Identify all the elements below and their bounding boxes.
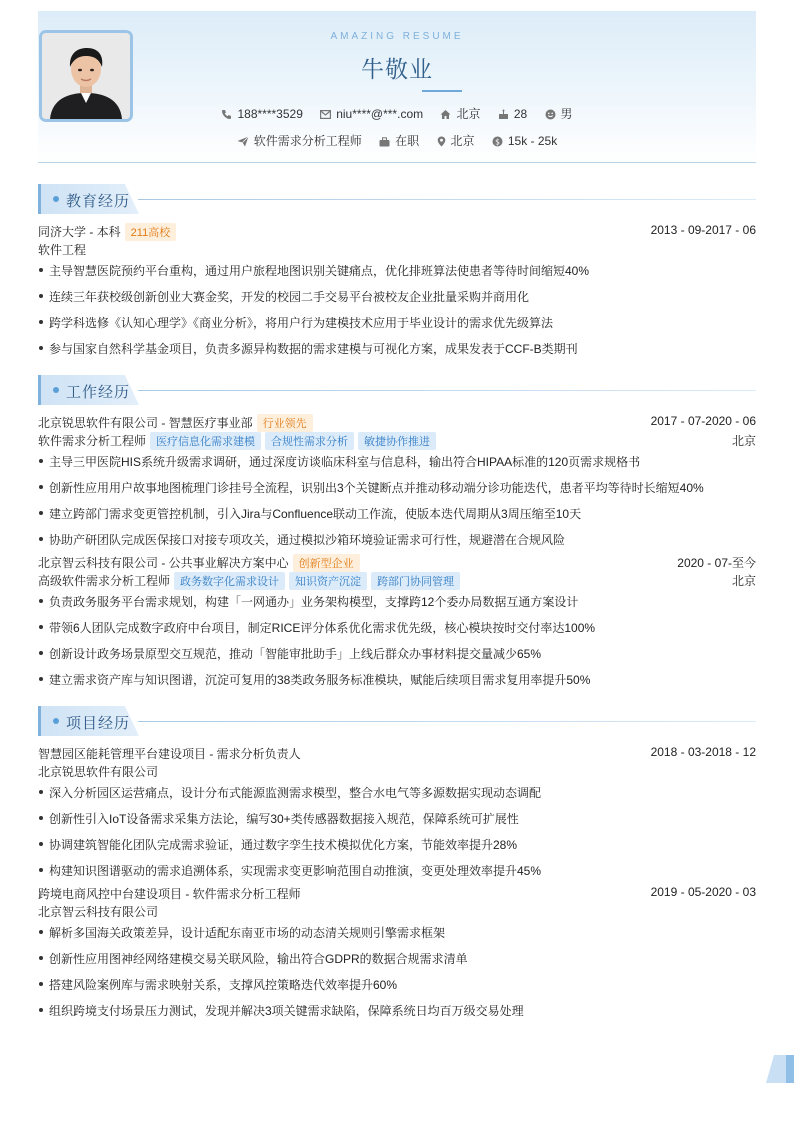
section-divider [138,390,756,391]
salary-item [492,134,557,148]
job-role: 高级软件需求分析工程师 [38,574,171,588]
page-corner-ornament [766,1055,794,1083]
project-company: 北京智云科技有限公司 [38,905,159,919]
list-item: 协助产研团队完成医保接口对接专项攻关，通过模拟沙箱环境验证需求可行性，规避潜在合规风险 [38,530,756,548]
skill-tag: 政务数字化需求设计 [174,572,285,590]
work-date: 2017 - 07-2020 - 06 [650,414,756,428]
list-item: 创新设计政务场景原型交互规范，推动「智能审批助手」上线后群众办事材料提交量减少65% [38,644,756,662]
company-name: 北京锐思软件有限公司 - 智慧医疗事业部 [38,416,253,430]
location-pin-icon [437,136,446,147]
project-name: 跨境电商风控中台建设项目 - 软件需求分析工程师 [38,887,301,901]
section-dot [53,387,59,393]
work-entry-header [38,413,756,431]
skill-tag: 合规性需求分析 [265,432,354,450]
section-title-education [38,184,756,214]
age-item [498,107,527,121]
status-value: 在职 [395,134,420,148]
city-item [440,105,480,122]
section-title-projects [38,706,756,736]
work-role-line [38,431,756,449]
target-city-item [437,132,475,149]
project-company: 北京锐思软件有限公司 [38,765,159,779]
svg-text:$: $ [494,137,500,147]
company-name: 北京智云科技有限公司 - 公共事业解决方案中心 [38,556,289,570]
skill-tag: 医疗信息化需求建模 [150,432,261,450]
gender-item [545,105,573,122]
project-date: 2019 - 05-2020 - 03 [650,885,756,899]
company-tag: 创新型企业 [293,554,360,572]
work-role-line [38,571,756,589]
list-item: 搭建风险案例库与需求映射关系，支撑风控策略迭代效率提升60% [38,975,756,993]
list-item: 跨学科选修《认知心理学》《商业分析》，将用户行为建模技术应用于毕业设计的需求优先级算法 [38,313,756,331]
list-item: 主导智慧医院预约平台重构，通过用户旅程地图识别关键痛点，优化排班算法使患者等待时间缩短40% [38,261,756,279]
project-company-line [38,762,756,780]
city-value: 北京 [456,107,481,121]
list-item: 主导三甲医院HIS系统升级需求调研，通过深度访谈临床科室与信息科，输出符合HIPAA标准的120页需求规格书 [38,452,756,470]
section-dot [53,196,59,202]
list-item: 建立跨部门需求变更管控机制，引入Jira与Confluence联动工作流，使版本迭代周期从3周压缩至10天 [38,504,756,522]
money-icon [492,136,503,147]
gender-value: 男 [560,107,573,121]
candidate-name: 牛敬业 [361,56,433,82]
email-value: niu****@***.com [336,106,424,121]
project-company-line [38,902,756,920]
project-date: 2018 - 03-2018 - 12 [650,745,756,759]
job-role: 软件需求分析工程师 [38,434,147,448]
list-item: 构建知识图谱驱动的需求追溯体系，实现需求变更影响范围自动推演，变更处理效率提升45% [38,861,756,879]
phone-value: 188****3529 [237,106,303,121]
salary-value: 15k - 25k [507,133,558,148]
list-item: 组织跨境支付场景压力测试，发现并解决3项关键需求缺陷，保障系统日均百万级交易处理 [38,1001,756,1019]
phone-icon [221,109,232,120]
name-underline [422,90,462,92]
list-item: 带领6人团队完成数字政府中台项目，制定RICE评分体系优化需求优先级，核心模块按时交付率达100% [38,618,756,636]
section-divider [138,721,756,722]
skill-tag: 跨部门协同管理 [371,572,460,590]
project-entry-header [38,744,756,762]
smiley-icon [545,109,556,120]
email-item [320,107,423,121]
section-title-work [38,375,756,405]
education-entry-header [38,222,756,240]
work-entry-header [38,553,756,571]
list-item: 深入分析园区运营痛点，设计分布式能源监测需求模型，整合水电气等多源数据实现动态调配 [38,783,756,801]
target-city-value: 北京 [450,134,475,148]
education-date: 2013 - 09-2017 - 06 [650,223,756,237]
education-major-line [38,240,756,258]
list-item: 创新性应用图神经网络建模交易关联风险，输出符合GDPR的数据合规需求清单 [38,949,756,967]
position-value: 软件需求分析工程师 [253,134,362,148]
age-value: 28 [513,106,528,121]
list-item: 建立需求资产库与知识图谱，沉淀可复用的38类政务服务标准模块，赋能后续项目需求复用率提升50% [38,670,756,688]
project-name: 智慧园区能耗管理平台建设项目 - 需求分析负责人 [38,747,301,761]
skill-tag: 敏捷协作推进 [358,432,436,450]
project-entry-header [38,884,756,902]
list-item: 创新性引入IoT设备需求采集方法论，编写30+类传感器数据接入规范，保障系统可扩展性 [38,809,756,827]
resume-brand: AMAZING RESUME [330,31,464,42]
list-item: 参与国家自然科学基金项目，负责多源异构数据的需求建模与可视化方案，成果发表于CCF-B类期刊 [38,339,756,357]
work-location: 北京 [731,434,756,448]
list-item: 解析多国海关政策差异，设计适配东南亚市场的动态清关规则引擎需求框架 [38,923,756,941]
briefcase-icon [379,137,390,147]
paper-plane-icon [237,136,249,147]
home-icon [440,109,451,120]
status-item [379,132,419,149]
contact-row [38,105,756,122]
school-name: 同济大学 - 本科 [38,225,121,239]
section-dot [53,718,59,724]
list-item: 连续三年获校级创新创业大赛金奖，开发的校园二手交易平台被校友企业批量采购并商用化 [38,287,756,305]
list-item: 负责政务服务平台需求规划，构建「一网通办」业务架构模型，支撑跨12个委办局数据互通方案设计 [38,592,756,610]
resume-header [38,11,756,163]
list-item: 创新性应用用户故事地图梳理门诊挂号全流程，识别出3个关键断点并推动移动端分诊功能迭代，患者平均等待时长缩短40% [38,478,756,496]
company-tag: 行业领先 [257,414,313,432]
section-label: 项目经历 [66,715,131,732]
list-item: 协调建筑智能化团队完成需求验证，通过数字孪生技术模拟优化方案，节能效率提升28% [38,835,756,853]
phone-item [221,107,302,121]
mail-icon [320,110,331,119]
birthday-cake-icon [498,109,509,120]
skill-tag: 知识资产沉淀 [289,572,367,590]
school-tag: 211高校 [125,223,177,241]
work-location: 北京 [731,574,756,588]
major-name: 软件工程 [38,243,87,257]
section-divider [138,199,756,200]
job-intent-row [38,132,756,149]
position-item [237,132,362,149]
section-label: 工作经历 [66,384,131,401]
work-date: 2020 - 07-至今 [677,556,756,570]
section-label: 教育经历 [66,193,131,210]
